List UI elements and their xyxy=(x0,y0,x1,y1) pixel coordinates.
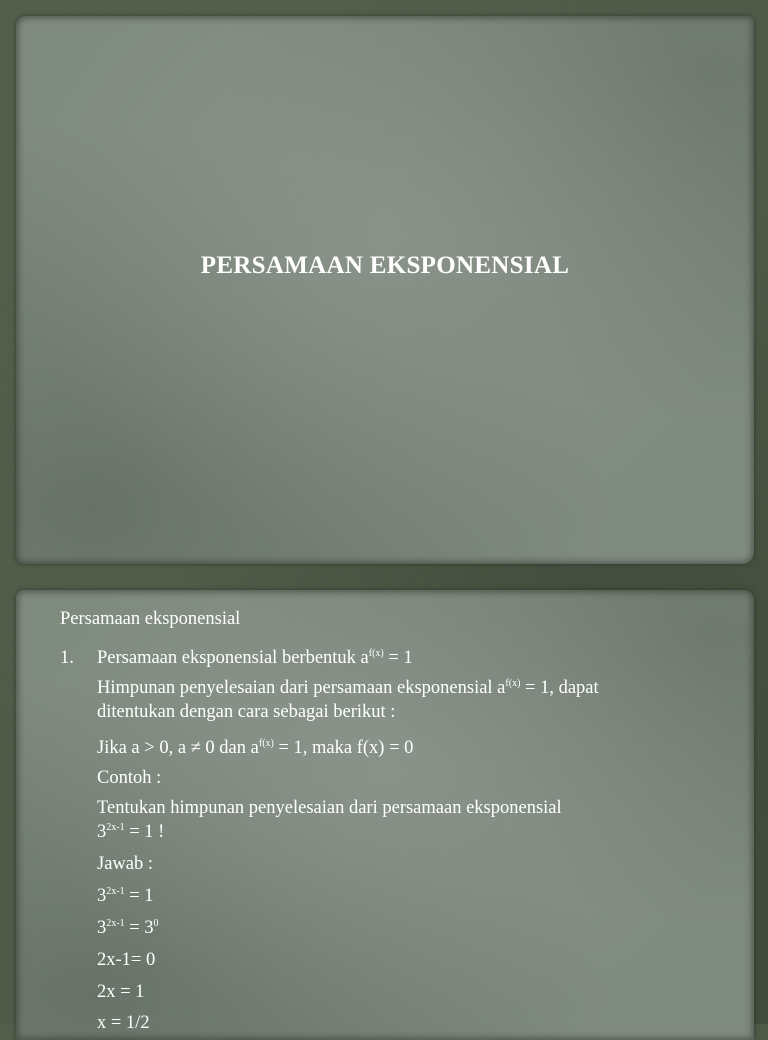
contoh-label: Contoh : xyxy=(97,768,162,788)
hp-line-2: ditentukan dengan cara sebagai berikut : xyxy=(97,702,396,722)
content-slide xyxy=(16,590,754,1040)
step-2: $3^{2x-1} = 3^0$ xyxy=(97,918,159,938)
jawab-label: Jawab : xyxy=(97,854,153,874)
step-4: 2x = 1 xyxy=(97,982,145,1002)
step-5: x = 1/2 xyxy=(97,1013,150,1033)
item-number: 1. xyxy=(60,648,74,668)
question-line-2: $3^{2x-1} = 1$ ! xyxy=(97,822,165,842)
hp-line-1: Himpunan penyelesaian dari persamaan eksponensial $a^{f(x)} = 1$, dapat xyxy=(97,678,599,698)
step-3: 2x-1= 0 xyxy=(97,950,156,970)
content-heading: Persamaan eksponensial xyxy=(60,609,241,629)
question-line-1: Tentukan himpunan penyelesaian dari persamaan eksponensial xyxy=(97,798,562,818)
step-1: $3^{2x-1} = 1$ xyxy=(97,886,154,906)
item-statement: Persamaan eksponensial berbentuk $a^{f(x)} = 1$ xyxy=(97,648,413,668)
title-slide xyxy=(16,16,754,564)
rule-line: Jika a > 0, a ≠ 0 dan $a^{f(x)} = 1$, maka f(x) = 0 xyxy=(97,738,414,758)
slide-title: PERSAMAAN EKSPONENSIAL xyxy=(200,252,570,279)
slide-content xyxy=(16,590,754,1040)
